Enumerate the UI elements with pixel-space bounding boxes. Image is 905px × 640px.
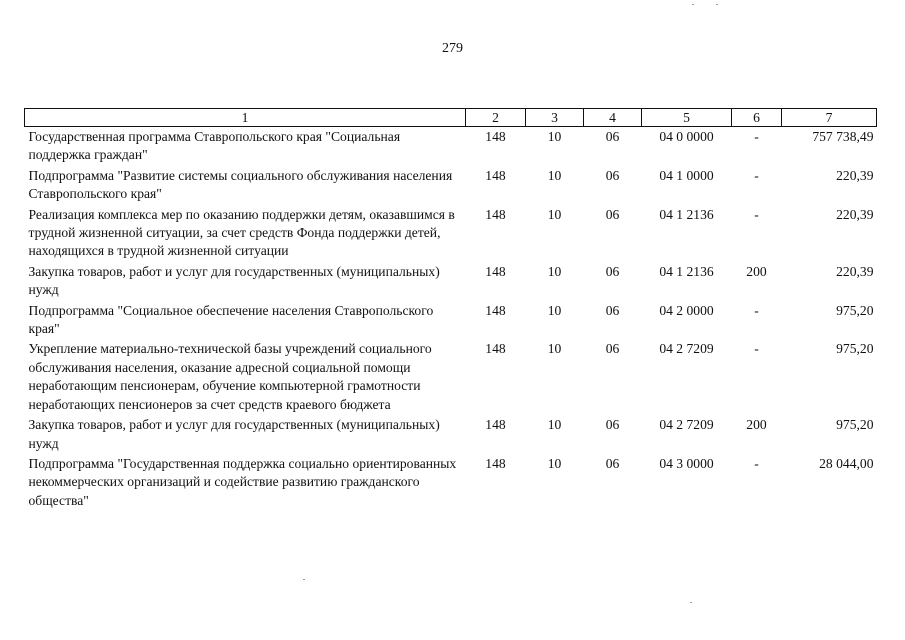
column-header: 3: [526, 109, 584, 127]
row-name: Подпрограмма "Развитие системы социального обслуживания населения Ставропольского края": [28, 167, 453, 202]
row-amount: 220,39: [836, 167, 874, 183]
row-code-ministry: 148: [485, 167, 506, 183]
row-code-target: 04 2 7209: [659, 417, 714, 433]
row-code-ministry: 148: [485, 417, 506, 433]
row-code-target: 04 2 0000: [659, 302, 714, 318]
budget-table: [24, 108, 877, 512]
row-code-target: 04 1 0000: [659, 167, 714, 183]
row-code-target: 04 1 2136: [659, 206, 714, 222]
row-code-section: 10: [547, 206, 562, 222]
row-code-ministry: 148: [485, 455, 506, 471]
table-row: [25, 167, 877, 206]
row-code-target: 04 0 0000: [659, 129, 714, 144]
column-header: 5: [642, 109, 732, 127]
column-header: 6: [732, 109, 782, 127]
row-name: Укрепление материально-технической базы учреждений социального обслуживания населения, оказание адресной социальной помощи неработающим пенсионерам, обучение компьютерной грамотности неработающих пенсионеров за счет средств краевого бюджета: [28, 341, 432, 412]
row-code-section: 10: [547, 455, 562, 471]
row-code-section: 10: [547, 129, 562, 144]
row-code-expense-type: -: [754, 206, 759, 222]
row-code-expense-type: -: [754, 129, 759, 144]
row-code-expense-type: -: [754, 302, 759, 318]
row-name: Закупка товаров, работ и услуг для государственных (муниципальных) нужд: [28, 417, 440, 451]
row-amount: 975,20: [836, 417, 874, 433]
table-row: [25, 127, 877, 167]
row-code-section: 10: [547, 167, 562, 183]
row-code-target: 04 1 2136: [659, 263, 714, 279]
row-code-ministry: 148: [485, 206, 506, 222]
table-row: [25, 455, 877, 512]
table-row: [25, 302, 877, 341]
row-code-subsection: 06: [605, 417, 620, 433]
row-name: Подпрограмма "Социальное обеспечение населения Ставропольского края": [28, 302, 434, 337]
scan-speck: [690, 602, 692, 603]
table-row: [25, 340, 877, 416]
page-number: 279: [442, 41, 463, 56]
row-code-subsection: 06: [605, 455, 620, 471]
row-code-subsection: 06: [605, 263, 620, 279]
row-amount: 28 044,00: [819, 455, 874, 471]
table-row: [25, 263, 877, 302]
row-name: Государственная программа Ставропольского края "Социальная поддержка граждан": [28, 129, 401, 163]
row-code-ministry: 148: [485, 341, 506, 357]
row-code-ministry: 148: [485, 129, 506, 144]
row-amount: 220,39: [836, 206, 874, 222]
row-code-expense-type: 200: [746, 417, 767, 433]
row-amount: 220,39: [836, 263, 874, 279]
row-name: Закупка товаров, работ и услуг для государственных (муниципальных) нужд: [28, 263, 440, 298]
scan-speck: [716, 4, 718, 5]
row-name: Подпрограмма "Государственная поддержка социально ориентированных некоммерческих организаций и содействие развитию гражданского общества": [28, 455, 457, 508]
scan-speck: [303, 579, 305, 580]
row-amount: 975,20: [836, 341, 874, 357]
scan-speck: [692, 4, 694, 5]
table-row: [25, 416, 877, 455]
column-header: 4: [584, 109, 642, 127]
row-code-section: 10: [547, 341, 562, 357]
row-code-expense-type: -: [754, 341, 759, 357]
row-code-expense-type: 200: [746, 263, 767, 279]
row-code-target: 04 2 7209: [659, 341, 714, 357]
column-header: 2: [466, 109, 526, 127]
row-code-ministry: 148: [485, 302, 506, 318]
row-code-section: 10: [547, 302, 562, 318]
row-code-ministry: 148: [485, 263, 506, 279]
row-code-subsection: 06: [605, 129, 620, 144]
row-code-expense-type: -: [754, 455, 759, 471]
table-header-row: [25, 109, 877, 127]
row-amount: 975,20: [836, 302, 874, 318]
row-code-subsection: 06: [605, 341, 620, 357]
row-code-subsection: 06: [605, 302, 620, 318]
row-amount: 757 738,49: [812, 129, 874, 144]
column-header: 7: [782, 109, 877, 127]
row-code-section: 10: [547, 417, 562, 433]
row-code-target: 04 3 0000: [659, 455, 714, 471]
row-code-subsection: 06: [605, 206, 620, 222]
row-name: Реализация комплекса мер по оказанию поддержки детям, оказавшимся в трудной жизненной ситуации, за счет средств Фонда поддержки детей, находящихся в трудной жизненной ситуации: [28, 206, 455, 259]
row-code-subsection: 06: [605, 167, 620, 183]
table-row: [25, 206, 877, 263]
row-code-expense-type: -: [754, 167, 759, 183]
row-code-section: 10: [547, 263, 562, 279]
column-header: 1: [25, 109, 466, 127]
